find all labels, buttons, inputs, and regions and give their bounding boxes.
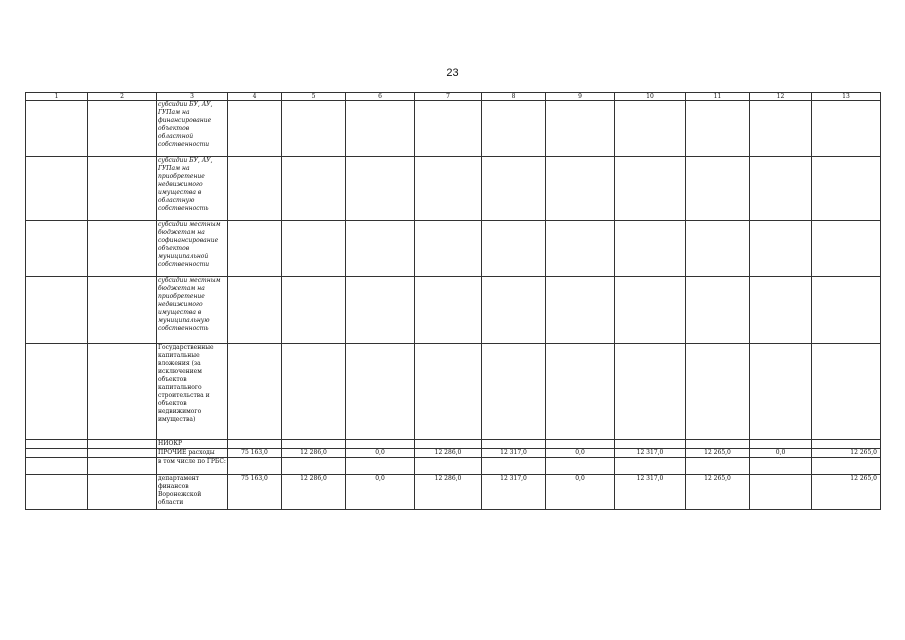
table-cell: [88, 344, 157, 440]
table-cell: [750, 221, 812, 277]
column-header: 13: [812, 93, 881, 101]
column-header: 2: [88, 93, 157, 101]
table-cell: [615, 344, 686, 440]
table-cell: [686, 458, 750, 475]
table-cell: [88, 440, 157, 449]
table-cell: [812, 277, 881, 344]
table-cell: [282, 101, 346, 157]
page-number: 23: [446, 67, 459, 79]
table-cell: 12 286,0: [415, 449, 482, 458]
column-header: 4: [228, 93, 282, 101]
column-header: 5: [282, 93, 346, 101]
column-header: 6: [346, 93, 415, 101]
table-cell: 12 317,0: [615, 475, 686, 510]
column-header-row: [26, 93, 881, 101]
table-cell: [228, 458, 282, 475]
row-description: субсидии местным бюджетам на приобретение недвижимого имущества в муниципальную собственность: [157, 277, 228, 344]
table-cell: [812, 101, 881, 157]
table-cell: [615, 440, 686, 449]
table-cell: [88, 221, 157, 277]
table-cell: [26, 475, 88, 510]
table-cell: [26, 221, 88, 277]
table-cell: 0,0: [346, 449, 415, 458]
row-description: в том числе по ГРБС:: [157, 458, 228, 475]
table-cell: [282, 440, 346, 449]
table-cell: [482, 277, 546, 344]
table-cell: [482, 344, 546, 440]
table-cell: [812, 458, 881, 475]
table-cell: [415, 458, 482, 475]
table-cell: [88, 458, 157, 475]
column-header: 7: [415, 93, 482, 101]
row-description: департамент финансов Воронежской области: [157, 475, 228, 510]
column-header: 8: [482, 93, 546, 101]
table-cell: [686, 101, 750, 157]
table-cell: [546, 101, 615, 157]
table-cell: [546, 458, 615, 475]
table-cell: 12 265,0: [812, 475, 881, 510]
table-cell: [346, 344, 415, 440]
table-cell: [615, 101, 686, 157]
table-cell: [26, 440, 88, 449]
table-row: [26, 101, 881, 157]
table-cell: 12 265,0: [812, 449, 881, 458]
table-cell: [482, 458, 546, 475]
table-cell: [686, 157, 750, 221]
table-cell: [750, 458, 812, 475]
column-header: 9: [546, 93, 615, 101]
table-cell: [346, 440, 415, 449]
table-cell: [750, 344, 812, 440]
table-cell: [282, 221, 346, 277]
column-header: 11: [686, 93, 750, 101]
table-cell: [88, 101, 157, 157]
table-cell: [88, 449, 157, 458]
column-header: 10: [615, 93, 686, 101]
table-cell: [415, 101, 482, 157]
table-cell: [750, 277, 812, 344]
table-row: [26, 277, 881, 344]
table-cell: [482, 221, 546, 277]
table-cell: [686, 221, 750, 277]
table-cell: 12 286,0: [415, 475, 482, 510]
row-description: субсидии местным бюджетам на софинансирование объектов муниципальной собственности: [157, 221, 228, 277]
table-cell: [346, 101, 415, 157]
table-cell: [415, 440, 482, 449]
table-cell: [228, 277, 282, 344]
table-cell: 12 265,0: [686, 449, 750, 458]
table-cell: [282, 157, 346, 221]
table-cell: [282, 344, 346, 440]
table-cell: [812, 344, 881, 440]
table-cell: [750, 475, 812, 510]
table-cell: [546, 157, 615, 221]
table-cell: [686, 277, 750, 344]
table-cell: [228, 101, 282, 157]
table-cell: 0,0: [546, 449, 615, 458]
table-cell: 0,0: [750, 449, 812, 458]
table-cell: [26, 458, 88, 475]
table-cell: [546, 440, 615, 449]
table-cell: [482, 157, 546, 221]
table-cell: [88, 157, 157, 221]
table-cell: [415, 221, 482, 277]
table-cell: [615, 221, 686, 277]
table-cell: [812, 440, 881, 449]
table-cell: [546, 344, 615, 440]
row-description: ПРОЧИЕ расходы: [157, 449, 228, 458]
table-cell: 12 317,0: [482, 449, 546, 458]
table-cell: 12 317,0: [615, 449, 686, 458]
table-cell: [228, 221, 282, 277]
table-cell: [88, 475, 157, 510]
table-cell: [228, 344, 282, 440]
table-cell: [482, 101, 546, 157]
table-cell: [228, 440, 282, 449]
table-cell: [346, 157, 415, 221]
table-cell: [546, 221, 615, 277]
table-cell: [26, 277, 88, 344]
table-row: [26, 475, 881, 510]
table-cell: [812, 221, 881, 277]
table-cell: 75 163,0: [228, 449, 282, 458]
table-cell: [812, 157, 881, 221]
table-row: [26, 440, 881, 449]
table-cell: [415, 157, 482, 221]
table-cell: [26, 449, 88, 458]
table-cell: 75 163,0: [228, 475, 282, 510]
table-row: [26, 221, 881, 277]
table-cell: [482, 440, 546, 449]
table-cell: 0,0: [546, 475, 615, 510]
column-header: 1: [26, 93, 88, 101]
table-cell: 12 286,0: [282, 449, 346, 458]
table-cell: [546, 277, 615, 344]
table-cell: [228, 157, 282, 221]
table-cell: [750, 157, 812, 221]
row-description: Государственные капитальные вложения (за исключением объектов капитального строительства и объектов недвижимого имущества): [157, 344, 228, 440]
budget-table: [25, 92, 881, 510]
table-cell: [615, 458, 686, 475]
table-cell: 12 286,0: [282, 475, 346, 510]
column-header: 12: [750, 93, 812, 101]
row-description: субсидии БУ, АУ, ГУПам на финансирование объектов областной собственности: [157, 101, 228, 157]
table-cell: [282, 458, 346, 475]
table-cell: [415, 344, 482, 440]
column-header: 3: [157, 93, 228, 101]
table-cell: [750, 440, 812, 449]
table-cell: 0,0: [346, 475, 415, 510]
table-row: [26, 458, 881, 475]
table-row: [26, 449, 881, 458]
table-cell: [415, 277, 482, 344]
table-cell: [346, 458, 415, 475]
table-cell: [26, 344, 88, 440]
table-cell: [615, 277, 686, 344]
row-description: НИОКР: [157, 440, 228, 449]
table-cell: [686, 344, 750, 440]
table-cell: [26, 101, 88, 157]
table-cell: [282, 277, 346, 344]
table-cell: [686, 440, 750, 449]
table-cell: [615, 157, 686, 221]
table-cell: [750, 101, 812, 157]
row-description: субсидии БУ, АУ, ГУПам на приобретение недвижимого имущества в областную собственность: [157, 157, 228, 221]
table-row: [26, 344, 881, 440]
table-cell: [26, 157, 88, 221]
table-cell: 12 317,0: [482, 475, 546, 510]
table-cell: [88, 277, 157, 344]
table-cell: 12 265,0: [686, 475, 750, 510]
table-row: [26, 157, 881, 221]
table-cell: [346, 221, 415, 277]
table-cell: [346, 277, 415, 344]
